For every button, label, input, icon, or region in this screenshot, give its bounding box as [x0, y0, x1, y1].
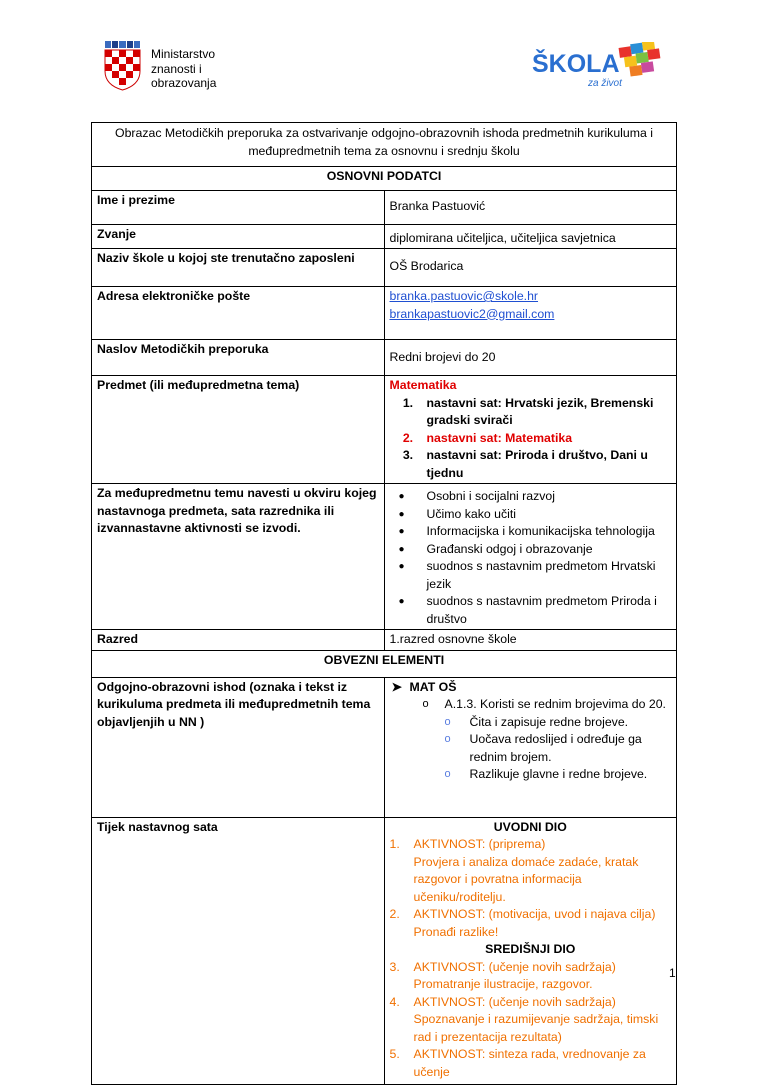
- ministry-logo: [103, 41, 216, 91]
- list-item: ● Učimo kako učiti: [413, 506, 672, 524]
- list-item: ● suodnos s nastavnim predmetom Priroda i društvo: [413, 593, 672, 628]
- email-link-school[interactable]: branka.pastuovic@skole.hr: [389, 289, 539, 303]
- school-text: OŠ Brodarica: [389, 259, 464, 273]
- grade-label: Razred: [92, 630, 385, 651]
- activity-2: 2. AKTIVNOST: (motivacija, uvod i najava cilja) Pronađi razlike!: [390, 906, 672, 941]
- arrow-bullet-icon: ➤: [391, 679, 402, 694]
- activity-1: 1. AKTIVNOST: (priprema) Provjera i analiza domaće zadaće, kratak razgovor i povratna informacija učeniku/roditelju.: [390, 836, 672, 906]
- skola-za-zivot-logo: [530, 42, 664, 92]
- grade-value: 1.razred osnovne škole: [384, 630, 677, 651]
- school-label: Naziv škole u kojoj ste trenutačno zaposleni: [92, 249, 385, 287]
- ministry-line-1: Ministarstvo: [151, 47, 216, 61]
- name-text: Branka Pastuović: [389, 198, 486, 213]
- activity-3-title: AKTIVNOST: (učenje novih sadržaja) Promatranje ilustracije, razgovor.: [413, 959, 616, 991]
- outcome-sub-text: A.1.3. Koristi se rednim brojevima do 20.: [444, 697, 666, 711]
- skola-logo-sub: za život: [588, 78, 622, 89]
- activity-1-title: AKTIVNOST: (priprema): [413, 837, 546, 851]
- crosscurricular-list: [390, 488, 672, 628]
- crosscurricular-label: Za međupredmetnu temu navesti u okviru kojeg nastavnoga predmeta, sata razrednika ili izvannastavne aktivnosti se izvodi.: [92, 484, 385, 630]
- heading-value: [384, 340, 677, 376]
- outcome-item: [390, 731, 672, 766]
- intro-heading: UVODNI DIO: [493, 819, 567, 834]
- outcome-sub: [390, 696, 672, 714]
- activity-3: 3. AKTIVNOST: (učenje novih sadržaja) Promatranje ilustracije, razgovor.: [390, 959, 672, 994]
- title-text: diplomirana učiteljica, učiteljica savjetnica: [389, 230, 616, 245]
- list-item: ● Građanski odgoj i obrazovanje: [413, 541, 672, 559]
- subject-main: Matematika: [389, 378, 457, 392]
- list-item: ● Informacijska i komunikacijska tehnologija: [413, 523, 672, 541]
- list-item: ● suodnos s nastavnim predmetom Hrvatski jezik: [413, 558, 672, 593]
- skola-logo-text: ŠKOLA: [532, 50, 620, 78]
- crosscurricular-value: [384, 484, 677, 630]
- lesson-item: 1. nastavni sat: Hrvatski jezik, Bremenski gradski svirači: [417, 395, 672, 430]
- outcome-head: [390, 679, 672, 697]
- croatian-coat-of-arms-icon: [103, 41, 143, 91]
- middle-heading: SREDIŠNJI DIO: [485, 942, 576, 956]
- ministry-line-3: obrazovanja: [151, 76, 217, 90]
- heading-text: Redni brojevi do 20: [389, 350, 496, 364]
- title-value: [384, 224, 677, 249]
- outcome-item: [390, 714, 672, 732]
- outcome-item-text: Čita i zapisuje redne brojeve.: [469, 714, 629, 729]
- circle-bullet-icon: o: [444, 715, 451, 728]
- circle-bullet-icon: o: [422, 698, 429, 710]
- activity-2-title: AKTIVNOST: (motivacija, uvod i najava cilja) Pronađi razlike!: [413, 907, 656, 939]
- outcome-item-text: Uočava redoslijed i određuje ga rednim brojem.: [469, 732, 642, 764]
- activity-4-title: AKTIVNOST: (učenje novih sadržaja): [413, 994, 616, 1009]
- outcome-value: [384, 677, 677, 817]
- email-value: [384, 287, 677, 340]
- activity-5: 5. AKTIVNOST: sinteza rada, vrednovanje za učenje: [390, 1046, 672, 1081]
- lesson-list: [390, 395, 672, 483]
- circle-bullet-icon: o: [444, 768, 451, 780]
- lesson-item: 3. nastavni sat: Priroda i društvo, Dani u tjednu: [417, 447, 672, 482]
- activity-5-title: AKTIVNOST: sinteza rada, vrednovanje za učenje: [413, 1047, 646, 1079]
- form-title: Obrazac Metodičkih preporuka za ostvarivanje odgojno-obrazovnih ishoda predmetnih kurikuluma i međupredmetnih tema za osnovnu i srednju školu: [92, 123, 677, 167]
- email-label: Adresa elektroničke pošte: [92, 287, 385, 340]
- flow-value: [384, 817, 677, 1085]
- title-label: Zvanje: [92, 224, 385, 249]
- list-item: ● Osobni i socijalni razvoj: [413, 488, 672, 506]
- outcome-item: [390, 766, 672, 816]
- activity-1-text: Provjera i analiza domaće zadaće, kratak razgovor i povratna informacija učeniku/roditelju.: [413, 854, 639, 904]
- ministry-line-2: znanosti i: [151, 61, 202, 76]
- subject-value: [384, 376, 677, 484]
- flow-label: Tijek nastavnog sata: [92, 817, 385, 1085]
- outcome-item-text: Razlikuje glavne i redne brojeve.: [469, 767, 648, 781]
- school-value: [384, 249, 677, 287]
- methodical-recommendations-form: [91, 122, 677, 1085]
- heading-label: Naslov Metodičkih preporuka: [92, 340, 385, 376]
- subject-label: Predmet (ili međupredmetna tema): [92, 376, 385, 484]
- circle-bullet-icon: o: [444, 733, 451, 745]
- name-label: Ime i prezime: [92, 190, 385, 224]
- lesson-item: 2. nastavni sat: Matematika: [417, 430, 672, 448]
- name-value: [384, 190, 677, 224]
- email-link-gmail[interactable]: brankapastuovic2@gmail.com: [389, 306, 555, 321]
- outcome-label: Odgojno-obrazovni ishod (oznaka i tekst iz kurikuluma predmeta ili međupredmetnih tema objavljenjih u NN ): [92, 677, 385, 817]
- page-number: 1: [669, 966, 676, 980]
- outcome-head-text: MAT OŠ: [409, 679, 457, 694]
- activity-4: 4. AKTIVNOST: (učenje novih sadržaja) Spoznavanje i razumijevanje sadržaja, timski rad i prezentacija rezultata): [390, 994, 672, 1047]
- activity-4-text: Spoznavanje i razumijevanje sadržaja, timski rad i prezentacija rezultata): [413, 1012, 659, 1044]
- section-basic-data: OSNOVNI PODATCI: [92, 167, 677, 191]
- section-required-elements: OBVEZNI ELEMENTI: [92, 650, 677, 677]
